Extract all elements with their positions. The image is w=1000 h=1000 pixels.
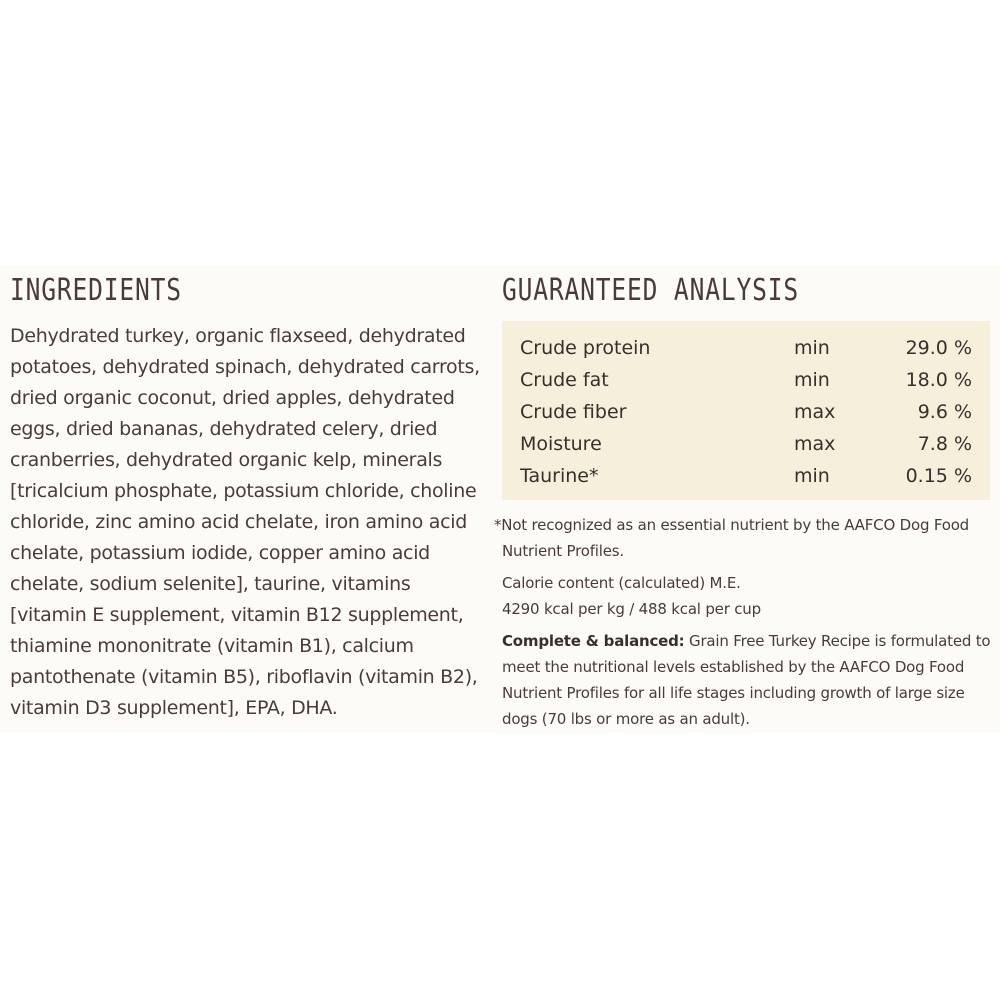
nutrient-value: 29.0 % [905,337,972,359]
analysis-row-moisture [502,428,990,460]
analysis-heading: GUARANTEED ANALYSIS [502,273,799,308]
nutrient-value: 0.15 % [905,465,972,487]
analysis-row-crude-fat [502,364,990,396]
analysis-row-crude-protein [502,332,990,364]
footnote-line-2: Nutrient Profiles. [502,542,624,560]
ingredients-list: Dehydrated turkey, organic flaxseed, dehydrated potatoes, dehydrated spinach, dehydrated carrots, dried organic coconut, dried apples, dehydrated eggs, dried bananas, dehydrated celery, dried cranberries, dehydrated organic kelp, minerals [tricalcium phosphate, potassium chloride, choline chloride, zinc amino acid chelate, iron amino acid chelate, potassium iodide, copper amino acid chelate, sodium selenite], taurine, vitamins [vitamin E supplement, vitamin B12 supplement, thiamine mononitrate (vitamin B1), calcium pantothenate (vitamin B5), riboflavin (vitamin B2), vitamin D3 supplement], EPA, DHA. [10,325,480,719]
nutrient-name: Taurine* [520,465,599,487]
nutrient-name: Crude fat [520,369,609,391]
nutrient-qualifier: min [794,465,830,487]
nutrient-qualifier: min [794,369,830,391]
analysis-row-crude-fiber [502,396,990,428]
nutrient-qualifier: max [794,401,836,423]
analysis-table [502,321,990,500]
nutrient-qualifier: max [794,433,836,455]
nutrient-name: Crude fiber [520,401,627,423]
ingredients-heading: INGREDIENTS [10,273,182,308]
footnote-line-1: *Not recognized as an essential nutrient by the AAFCO Dog Food [494,516,970,534]
complete-balanced-lead: Complete & balanced: [502,632,685,650]
nutrient-name: Moisture [520,433,602,455]
calorie-content [502,570,992,622]
guaranteed-analysis-section [494,271,992,732]
analysis-row-taurine [502,460,990,492]
label-panel [0,265,1000,733]
nutrient-name: Crude protein [520,337,651,359]
calorie-line-1: Calorie content (calculated) M.E. [502,574,741,592]
calorie-line-2: 4290 kcal per kg / 488 kcal per cup [502,600,761,618]
complete-balanced-statement [502,628,992,732]
nutrient-qualifier: min [794,337,830,359]
complete-balanced-text: Grain Free Turkey Recipe is formulated to meet the nutritional levels established by the AAFCO Dog Food Nutrient Profiles for all life stages including growth of large size dogs (70 lbs or more as an adult). [502,632,991,728]
nutrient-value: 7.8 % [917,433,972,455]
ingredients-section [10,271,490,724]
nutrient-value: 9.6 % [917,401,972,423]
taurine-footnote [494,512,992,564]
nutrient-value: 18.0 % [905,369,972,391]
